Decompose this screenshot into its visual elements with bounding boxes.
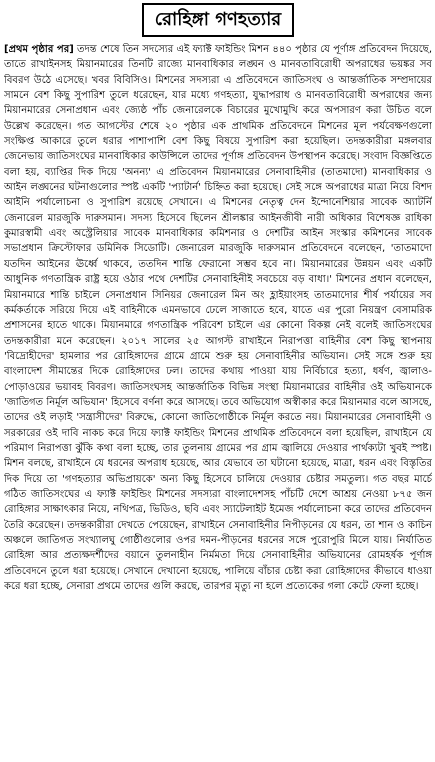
article-text: তদন্ত শেষে তিন সদস্যের এই ফ্যাক্ট ফাইন্ডিং মিশন ৪৪০ পৃষ্ঠার যে পূর্ণাঙ্গ প্রতিবেদন দিয়েছে, তাতে রাখাইনসহ মিয়ানমারের তিনটি রাজ্যে মানবাধিকার লঙ্ঘন ও মানবতাবিরোধী অপরাধের ভয়ঙ্কর সব বিবরণ উঠে এসেছে। খবর বিবিসিও। মিশনের সদস্যরা এ প্রতিবেদনে জাতিসংঘ ও আন্তর্জাতিক সম্প্রদায়ের সামনে বেশ কিছু সুপারিশ তুলে ধরেছেন, যার মধ্যে গণহত্যা, যুদ্ধাপরাধ ও মানবতাবিরোধী অপরাধের জন্য মিয়ানমারের সেনাপ্রধান এবং জ্যেষ্ঠ পাঁচ জেনারেলকে বিচারের মুখোমুখি করে অপসারণ করা উচিত বলে উল্লেখ করেছেন। গত আগস্টের শেষে ২০ পৃষ্ঠার এক প্রাথমিক প্রতিবেদনে মিশনের মূল পর্যবেক্ষণগুলো সংক্ষিপ্ত আকারে তুলে ধরার পাশাপাশি বেশ কিছু বিষয়ে সুপারিশ করা হয়েছিল। তদন্তকারীরা মঙ্গলবার জেনেভায় জাতিসংঘের মানবাধিকার কাউন্সিলে তাদের পূর্ণাঙ্গ প্রতিবেদন উপস্থাপন করেছে। সংবাদ বিজ্ঞপ্তিতে বলা হয়, ব্যাপ্তির দিক দিয়ে 'অনন্য' এ প্রতিবেদন মিয়ানমারের সেনাবাহিনীর (তাতমাদো) মানবাধিকার ও আইন লঙ্ঘনের ঘটনাগুলোর স্পষ্ট একটি 'প্যাটার্ন' চিহ্নিত করা হয়েছে। সেই সঙ্গে অপরাধের মাত্রা নিয়ে বিশদ আইনি পর্যালোচনা ও সুপারিশ রয়েছে সেখানে। এ মিশনের নেতৃত্ব দেন ইন্দোনেশিয়ার সাবেক অ্যাটর্নি জেনারেল মারজুকি দারুসমান। সদস্য হিসেবে ছিলেন শ্রীলঙ্কার আইনজীবী নারী অধিকার বিশেষজ্ঞ রাধিকা কুমারস্বামী এবং অস্ট্রেলিয়ার সাবেক মানবাধিকার কমিশনার ও দেশটির আইন সংস্কার কমিশনের সাবেক সভাপ্রধান ক্রিস্টোফার ডমিনিক সিডোটি। জেনারেল মারজুকি দারুসমান প্রতিবেদনে বলেছেন, 'তাতমাদো যতদিন আইনের ঊর্ধ্বে থাকবে, ততদিন শান্তি ফেরানো সম্ভব হবে না। মিয়ানমারের উন্নয়ন এবং একটি আধুনিক গণতান্ত্রিক রাষ্ট্র হয়ে ওঠার পথে দেশটির সেনাবাহিনীই সবচেয়ে বড় বাধা।' মিশনের প্রধান বলেছেন, মিয়ানমারে শান্তি চাইলে সেনাপ্রধান সিনিয়র জেনারেল মিন অং হ্লাইয়াংসহ তাতমাদোর শীর্ষ পর্যায়ের সব কর্মকর্তাকে সরিয়ে দিয়ে এই বাহিনীকে এমনভাবে ঢেলে সাজাতে হবে, যাতে এর পুরো নিয়ন্ত্রণ বেসামরিক প্রশাসনের হাতে থাকে। মিয়ানমারে গণতান্ত্রিক পরিবেশ চাইলে এর কোনো বিকল্প নেই বলেই জাতিসংঘের তদন্তকারীরা মনে করেছেন। ২০১৭ সালের ২৫ আগস্ট রাখাইনে নিরাপত্তা বাহিনীর বেশ কিছু স্থাপনায় 'বিদ্রোহীদের' হামলার পর রোহিঙ্গাদের গ্রামে গ্রামে শুরু হয় সেনাবাহিনীর অভিযান। সেই সঙ্গে শুরু হয় বাংলাদেশ সীমান্তের দিকে রোহিঙ্গাদের ঢল। তাদের কথায় পাওয়া যায় নির্বিচারে হত্যা, ধর্ষণ, জ্বালাও-পোড়াওয়ের ভয়াবহ বিবরণ। জাতিসংঘসহ আন্তর্জাতিক বিভিন্ন সংস্থা মিয়ানমারের বাহিনীর ওই অভিযানকে 'জাতিগত নির্মূল অভিযান' হিসেবে বর্ণনা করে আসছে। তবে অভিযোগ অস্বীকার করে মিয়ানমার বলে আসছে, তাদের ওই লড়াই 'সন্ত্রাসীদের' বিরুদ্ধে, কোনো জাতিগোষ্ঠীকে নির্মূল করতে নয়। মিয়ানমারের সেনাবাহিনী ও সরকারের ওই দাবি নাকচ করে দিয়ে ফ্যাক্ট ফাইন্ডিং মিশনের প্রাথমিক প্রতিবেদনে বলা হয়েছিল, রাখাইনে যে পরিমাণ নিরাপত্তা ঝুঁকি কথা বলা হচ্ছে, তার তুলনায় গ্রামের পর গ্রাম জ্বালিয়ে দেওয়ার পার্থক্যটা খুবই স্পষ্ট। মিশন বলছে, রাখাইনে যে ধরনের অপরাধ হয়েছে, আর যেভাবে তা ঘটানো হয়েছে, মাত্রা, ধরন এবং বিস্তৃতির দিক দিয়ে তা 'গণহত্যার অভিপ্রায়কে' অন্য কিছু হিসেবে চালিয়ে দেওয়ার চেষ্টার সমতুল্য। গত বছর মার্চে গঠিত জাতিসংঘের এ ফ্যাক্ট ফাইন্ডিং মিশনের সদস্যরা বাংলাদেশসহ পাঁচটি দেশে আশ্রয় নেওয়া ৮৭৫ জন রোহিঙ্গার সাক্ষাৎকার নিয়ে, নথিপত্র, ভিডিও, ছবি এবং স্যাটেলাইট ইমেজ পর্যালোচনা করে তাদের প্রতিবেদন তৈরি করেছেন। তদন্তকারীরা দেখতে পেয়েছেন, রাখাইনে সেনাবাহিনীর নিপীড়নের যে ধরন, তা শান ও কাচিন অঞ্চলে জাতিগত সংখ্যালঘু গোষ্ঠীগুলোর ওপর দমন-পীড়নের ধরনের সঙ্গে পুরোপুরি মিলে যায়। নির্যাতিত রোহিঙ্গা আর প্রত্যক্ষদর্শীদের বয়ানে তুলনাহীন নির্মমতা দিয়ে সেনাবাহিনীর অভিযানের রোমহর্ষক পূর্ণাঙ্গ প্রতিবেদনে তুলে ধরা হয়েছে। সেখানে দেখানো হয়েছে, পালিয়ে বাঁচার চেষ্টা করা রোহিঙ্গাদের কীভাবে ধাওয়া করে ধরা হচ্ছে, সেনারা প্রথমে তাদের গুলি করছে, তারপর মৃত্যু না হলে প্রত্যেকের গলা কেটে ফেলা হচ্ছে। — [4, 44, 432, 593]
headline — [142, 3, 294, 37]
article-body — [4, 42, 432, 758]
continued-from-front-page-label: [প্রথম পৃষ্ঠার পর] — [4, 44, 74, 55]
headline-text: রোহিঙ্গা গণহত্যার — [154, 8, 282, 30]
article-paragraph — [4, 42, 432, 594]
